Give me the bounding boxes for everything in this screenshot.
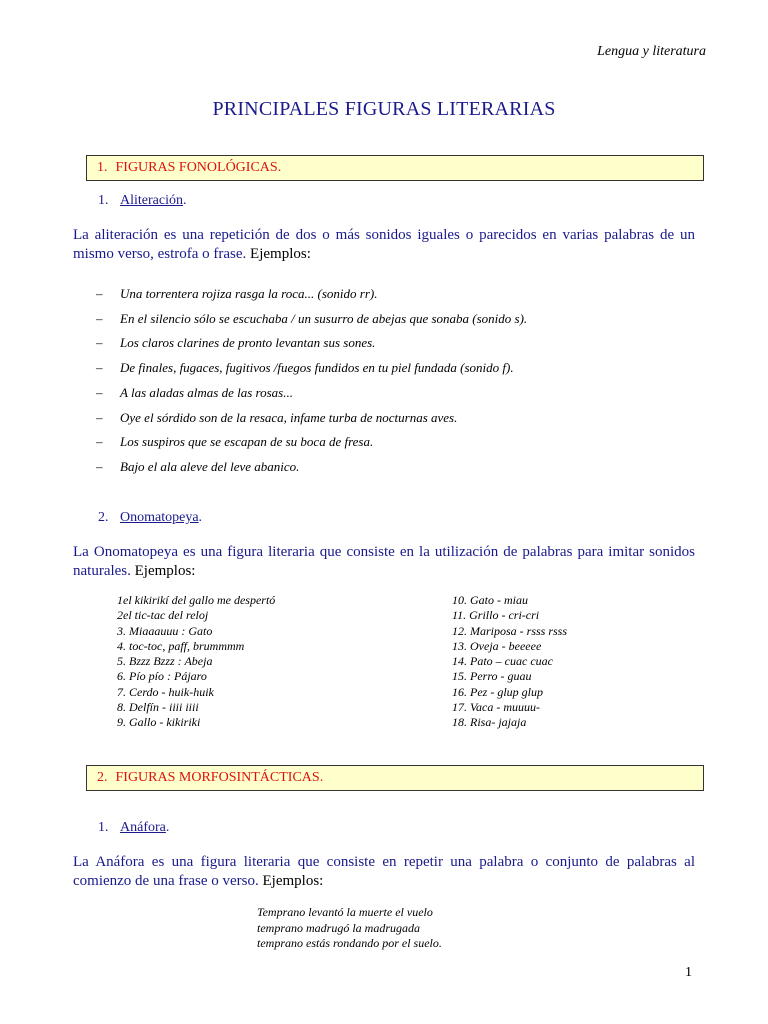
anafora-link[interactable]: Anáfora — [120, 820, 166, 835]
section-number: 2. — [97, 770, 108, 785]
list-item: 2el tic-tac del reloj — [117, 608, 209, 623]
onomatopeya-link[interactable]: Onomatopeya — [120, 510, 199, 525]
list-item: 13. Oveja - beeeee — [452, 638, 542, 653]
list-item: 3. Miaaauuu : Gato — [117, 623, 213, 638]
onomatopeya-definition — [73, 543, 695, 581]
onomatopeya-right-column — [452, 593, 567, 731]
onomatopeya-left-column — [117, 593, 275, 731]
aliteracion-link[interactable]: Aliteración — [120, 193, 183, 208]
list-item: 18. Risa- jajaja — [452, 715, 527, 730]
list-item: – En el silencio sólo se escuchaba / un susurro de abejas que sonaba (sonido s). — [96, 311, 528, 326]
examples-label: Ejemplos: — [250, 246, 311, 262]
list-item: 17. Vaca - muuuu- — [452, 700, 540, 715]
definition-text: La aliteración es una repetición de dos o más sonidos iguales o parecidos en varias palabras de un mismo verso, estrofa o frase. — [73, 227, 695, 262]
list-item: – Oye el sórdido son de la resaca, infame turba de nocturnas aves. — [96, 410, 458, 425]
anafora-definition — [73, 853, 695, 891]
poem-line: temprano madrugó la madrugada — [257, 920, 421, 935]
section-label: FIGURAS FONOLÓGICAS. — [115, 160, 282, 175]
list-item: – De finales, fugaces, fugitivos /fuegos fundidos en tu piel fundada (sonido f). — [96, 360, 514, 375]
section-number: 1. — [97, 160, 108, 175]
heading-onomatopeya: 2. Onomatopeya. — [98, 510, 203, 525]
heading-number: 2. — [98, 510, 109, 525]
section-label: FIGURAS MORFOSINTÁCTICAS. — [115, 770, 324, 785]
anafora-poem — [257, 905, 442, 952]
list-item: – Bajo el ala aleve del leve abanico. — [96, 459, 300, 474]
definition-text: La Anáfora es una figura literaria que consiste en repetir una palabra o conjunto de palabras al comienzo de una frase o verso. — [73, 854, 695, 889]
list-item: 9. Gallo - kikiriki — [117, 715, 201, 730]
list-item: 4. toc-toc, paff, brummmm — [117, 638, 245, 653]
section-box-fonologicas — [86, 155, 704, 181]
list-item: 10. Gato - miau — [452, 593, 528, 607]
list-item: 15. Perro - guau — [452, 669, 532, 684]
heading-aliteracion: 1. Aliteración. — [98, 193, 187, 208]
list-item: 7. Cerdo - huik-huik — [117, 684, 214, 699]
section-box-morfosintacticas — [86, 765, 704, 791]
list-item: 8. Delfín - iiii iiii — [117, 700, 199, 715]
poem-line: Temprano levantó la muerte el vuelo — [257, 905, 433, 919]
list-item: – A las aladas almas de las rosas... — [96, 385, 293, 400]
list-item: – Los suspiros que se escapan de su boca de fresa. — [96, 434, 374, 449]
page-number: 1 — [685, 965, 692, 980]
list-item: 6. Pío pío : Pájaro — [117, 669, 207, 684]
list-item: 12. Mariposa - rsss rsss — [452, 623, 568, 638]
heading-number: 1. — [98, 820, 109, 835]
list-item: 16. Pez - glup glup — [452, 684, 543, 699]
examples-label: Ejemplos: — [134, 563, 196, 579]
examples-label: Ejemplos: — [262, 873, 324, 889]
list-item: 1el kikirikí del gallo me despertó — [117, 593, 276, 607]
aliteracion-definition — [73, 226, 695, 264]
header-subject: Lengua y literatura — [597, 44, 706, 59]
heading-anafora: 1. Anáfora. — [98, 820, 170, 835]
page-title: PRINCIPALES FIGURAS LITERARIAS — [212, 98, 556, 120]
list-item: – Una torrentera rojiza rasga la roca... (sonido rr). — [96, 286, 378, 301]
list-item: 11. Grillo - cri-cri — [452, 608, 540, 623]
list-item: – Los claros clarines de pronto levantan sus sones. — [96, 335, 376, 350]
definition-text: La Onomatopeya es una figura literaria que consiste en la utilización de palabras para imitar sonidos naturales. — [73, 544, 695, 579]
list-item: 5. Bzzz Bzzz : Abeja — [117, 654, 213, 669]
list-item: 14. Pato – cuac cuac — [452, 654, 553, 669]
poem-line: temprano estás rondando por el suelo. — [257, 936, 442, 950]
heading-number: 1. — [98, 193, 109, 208]
